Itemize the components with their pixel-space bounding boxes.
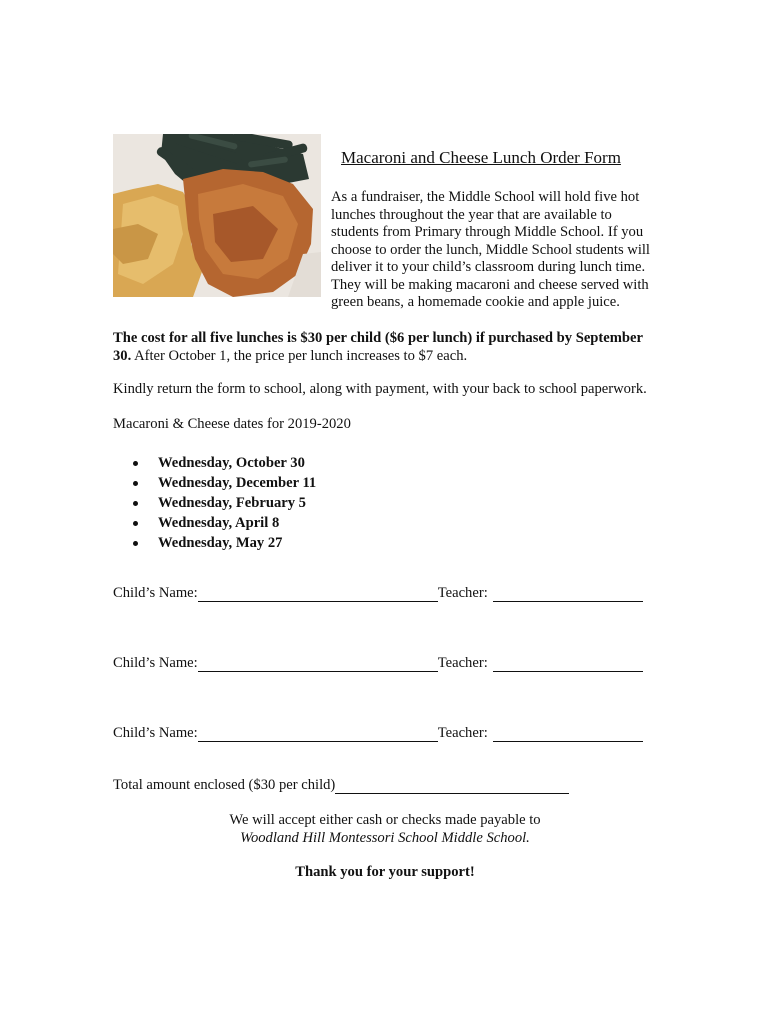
child-entry-row-3 xyxy=(113,725,643,742)
child-name-label: Child’s Name: xyxy=(113,725,198,741)
dates-heading: Macaroni & Cheese dates for 2019-2020 xyxy=(113,416,351,432)
form-title: Macaroni and Cheese Lunch Order Form xyxy=(341,148,621,167)
total-amount-field[interactable] xyxy=(335,779,569,794)
teacher-field[interactable] xyxy=(493,727,643,742)
payee-text: Woodland Hill Montessori School Middle School. xyxy=(240,830,530,846)
date-item: Wednesday, December 11 xyxy=(133,473,316,493)
intro-paragraph xyxy=(331,189,663,312)
child-name-label: Child’s Name: xyxy=(113,655,198,671)
return-instructions: Kindly return the form to school, along with payment, with your back to school paperwork. xyxy=(113,381,647,397)
teacher-label: Teacher: xyxy=(437,655,488,671)
payee-name xyxy=(0,830,770,847)
dates-list xyxy=(133,453,316,553)
macaroni-and-cheese-image xyxy=(113,134,321,297)
payment-note: We will accept either cash or checks made payable to xyxy=(229,812,541,828)
intro-line: choose to order the lunch, Middle School students will xyxy=(331,241,650,258)
intro-line: They will be making macaroni and cheese served with xyxy=(331,276,649,293)
cost-bold-text: The cost for all five lunches is $30 per child ($6 per lunch) if purchased by September xyxy=(113,330,643,346)
intro-line: students from Primary through Middle School. If you xyxy=(331,224,644,240)
date-item: Wednesday, October 30 xyxy=(133,453,316,473)
date-item: Wednesday, April 8 xyxy=(133,513,316,533)
teacher-label: Teacher: xyxy=(437,725,488,741)
total-amount-label: Total amount enclosed ($30 per child) xyxy=(113,777,336,793)
cost-paragraph xyxy=(113,329,673,365)
child-name-label: Child’s Name: xyxy=(113,585,198,601)
date-item: Wednesday, May 27 xyxy=(133,533,316,553)
intro-line: green beans, a homemade cookie and apple juice. xyxy=(331,294,620,310)
macaroni-photo xyxy=(113,134,321,297)
price-increase-text: After October 1, the price per lunch increases to $7 each. xyxy=(131,348,468,364)
date-item: Wednesday, February 5 xyxy=(133,493,316,513)
teacher-label: Teacher: xyxy=(437,585,488,601)
child-name-field[interactable] xyxy=(198,587,438,602)
teacher-field[interactable] xyxy=(493,657,643,672)
total-amount-row xyxy=(113,777,569,794)
thank-you-note: Thank you for your support! xyxy=(295,864,475,880)
intro-line: As a fundraiser, the Middle School will hold five hot xyxy=(331,189,640,205)
cost-bold-date: 30. xyxy=(113,348,132,364)
teacher-field[interactable] xyxy=(493,587,643,602)
intro-line: lunches throughout the year that are available to xyxy=(331,206,612,223)
child-entry-row-2 xyxy=(113,655,643,672)
child-entry-row-1 xyxy=(113,585,643,602)
child-name-field[interactable] xyxy=(198,727,438,742)
intro-line: deliver it to your child’s classroom during lunch time. xyxy=(331,259,646,275)
child-name-field[interactable] xyxy=(198,657,438,672)
